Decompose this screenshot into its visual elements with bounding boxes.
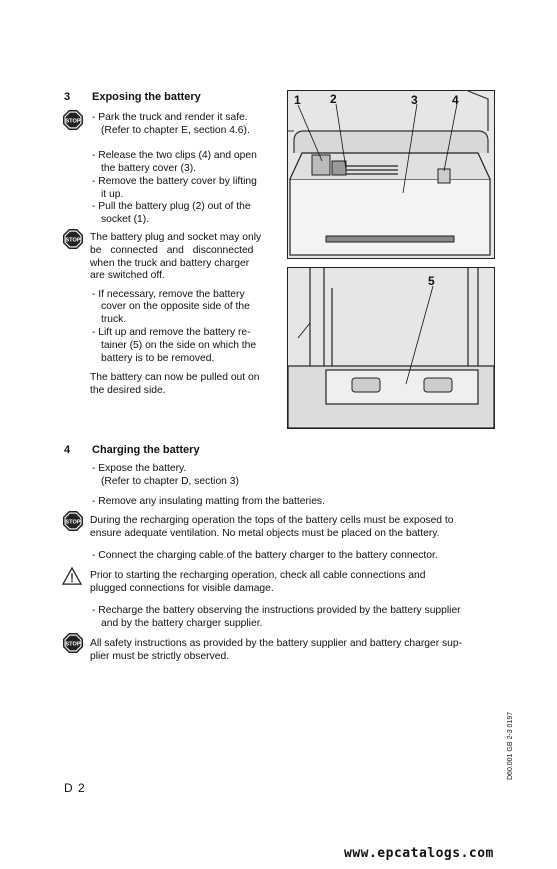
section-3-title: Exposing the battery bbox=[92, 91, 201, 103]
document-code: D60.001 GB 2-3 0197 bbox=[507, 711, 514, 780]
stop-label: STOP bbox=[65, 519, 81, 526]
s3-step2-line: truck. bbox=[101, 314, 127, 325]
s3-stop2-line: when the truck and battery charger bbox=[90, 258, 250, 269]
warning-triangle-icon bbox=[62, 567, 82, 585]
battery-cover-illustration bbox=[288, 91, 494, 258]
s4-step3: - Connect the charging cable of the battery charger to the battery connector. bbox=[92, 550, 438, 561]
callout-label: 5 bbox=[428, 274, 435, 288]
s3-stop1-ref: (Refer to chapter E, section 4.6). bbox=[101, 125, 250, 136]
s4-stop4-line: plier must be strictly observed. bbox=[90, 651, 230, 662]
s3-step2-line: - If necessary, remove the battery bbox=[92, 289, 245, 300]
callout-label: 1 bbox=[294, 93, 301, 107]
s3-step-line: the battery cover (3). bbox=[101, 163, 196, 174]
s3-step2-line: - Lift up and remove the battery re- bbox=[92, 327, 251, 338]
s3-step2-line: cover on the opposite side of the bbox=[101, 301, 250, 312]
s4-step2: - Remove any insulating matting from the batteries. bbox=[92, 496, 325, 507]
figure-battery-retainer bbox=[287, 267, 495, 429]
stop-sign-icon bbox=[63, 633, 83, 653]
s4-step4-line: and by the battery charger supplier. bbox=[101, 618, 263, 629]
callout-label: 3 bbox=[411, 93, 418, 107]
s4-warn-line: Prior to starting the recharging operation, check all cable connections and bbox=[90, 570, 426, 581]
s3-step-line: it up. bbox=[101, 189, 124, 200]
stop-label: STOP bbox=[65, 118, 81, 125]
s4-stop3-line: ensure adequate ventilation. No metal objects must be placed on the battery. bbox=[90, 528, 440, 539]
s3-step-line: - Remove the battery cover by lifting bbox=[92, 176, 257, 187]
page-number: D 2 bbox=[64, 781, 86, 795]
s3-step-line: - Release the two clips (4) and open bbox=[92, 150, 257, 161]
s3-step2-line: battery is to be removed. bbox=[101, 353, 215, 364]
stop-label: STOP bbox=[65, 237, 81, 244]
s4-warn-line: plugged connections for visible damage. bbox=[90, 583, 274, 594]
s4-stop4-line: All safety instructions as provided by the battery supplier and battery charger sup- bbox=[90, 638, 463, 649]
section-3-number: 3 bbox=[64, 91, 71, 103]
s4-step1-ref: (Refer to chapter D, section 3) bbox=[101, 476, 239, 487]
stop-sign-icon bbox=[63, 229, 83, 249]
s3-step-line: - Pull the battery plug (2) out of the bbox=[92, 201, 251, 212]
s3-stop1-text: - Park the truck and render it safe. bbox=[92, 112, 248, 123]
s3-final-line: The battery can now be pulled out on bbox=[90, 372, 260, 383]
battery-retainer-illustration bbox=[288, 268, 494, 428]
section-4-number: 4 bbox=[64, 444, 71, 456]
s3-stop2-line: are switched off. bbox=[90, 270, 165, 281]
s3-stop2-line: be connected and disconnected bbox=[90, 245, 254, 256]
figure-battery-cover bbox=[287, 90, 495, 259]
section-4-title: Charging the battery bbox=[92, 444, 200, 456]
stop-sign-icon bbox=[63, 511, 83, 531]
s3-step-line: socket (1). bbox=[101, 214, 150, 225]
s4-stop3-line: During the recharging operation the tops of the battery cells must be exposed to bbox=[90, 515, 454, 526]
footer-url: www.epcatalogs.com bbox=[344, 846, 494, 861]
stop-sign-icon bbox=[63, 110, 83, 130]
s4-step1: - Expose the battery. bbox=[92, 463, 187, 474]
s3-final-line: the desired side. bbox=[90, 385, 166, 396]
stop-label: STOP bbox=[65, 641, 81, 648]
callout-label: 4 bbox=[452, 93, 459, 107]
callout-label: 2 bbox=[330, 92, 337, 106]
s3-step2-line: tainer (5) on the side on which the bbox=[101, 340, 257, 351]
s4-step4-line: - Recharge the battery observing the instructions provided by the battery supplier bbox=[92, 605, 461, 616]
s3-stop2-line: The battery plug and socket may only bbox=[90, 232, 262, 243]
